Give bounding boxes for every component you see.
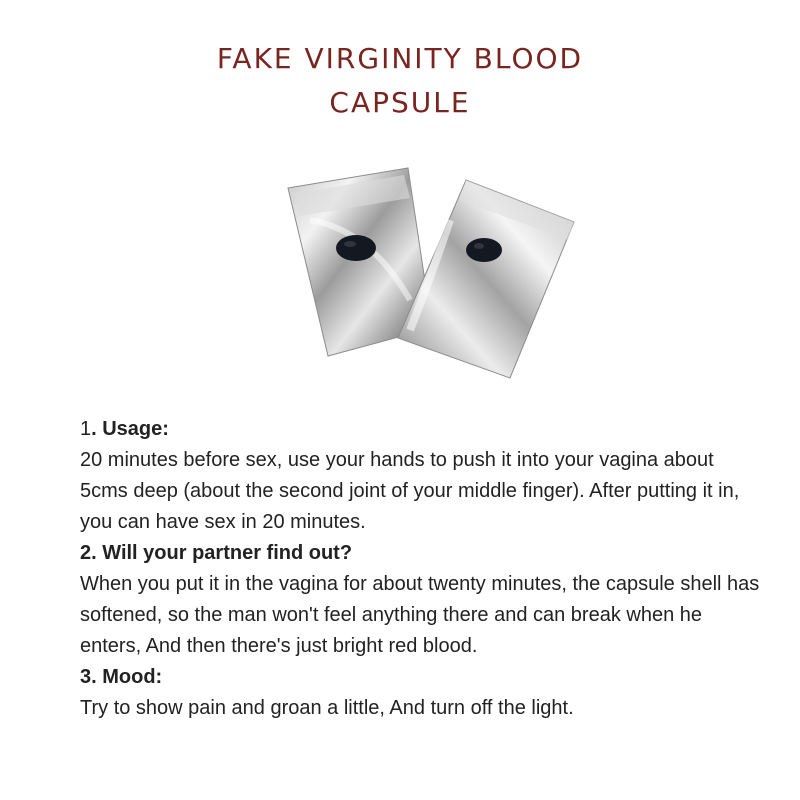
capsule-icon [336,235,376,261]
page-title-line-2: CAPSULE [329,86,471,119]
right-sachet [398,180,574,378]
section-2-body: When you put it in the vagina for about twenty minutes, the capsule shell has softened, so the man won't feel anything there and can break when he enters, And then there's just bright red blood. [80,573,760,657]
section-title: Will your partner find out? [96,542,353,564]
section-number: 2. [80,542,97,564]
capsule-icon [466,238,502,262]
section-1-heading [80,414,760,445]
section-title: Mood: [96,666,163,688]
section-number: 1 [80,418,92,440]
product-photo [280,160,580,385]
page-title-line-1: FAKE VIRGINITY BLOOD [216,42,584,75]
section-3-heading [80,662,760,693]
section-3-body: Try to show pain and groan a little, And turn off the light. [80,697,574,719]
instructions [80,414,760,724]
section-title: . Usage: [91,418,169,440]
section-1-body: 20 minutes before sex, use your hands to push it into your vagina about 5cms deep (about the second joint of your middle finger). After putting it in, you can have sex in 20 minutes. [80,449,740,533]
section-number: 3. [80,666,97,688]
section-2-heading [80,538,760,569]
